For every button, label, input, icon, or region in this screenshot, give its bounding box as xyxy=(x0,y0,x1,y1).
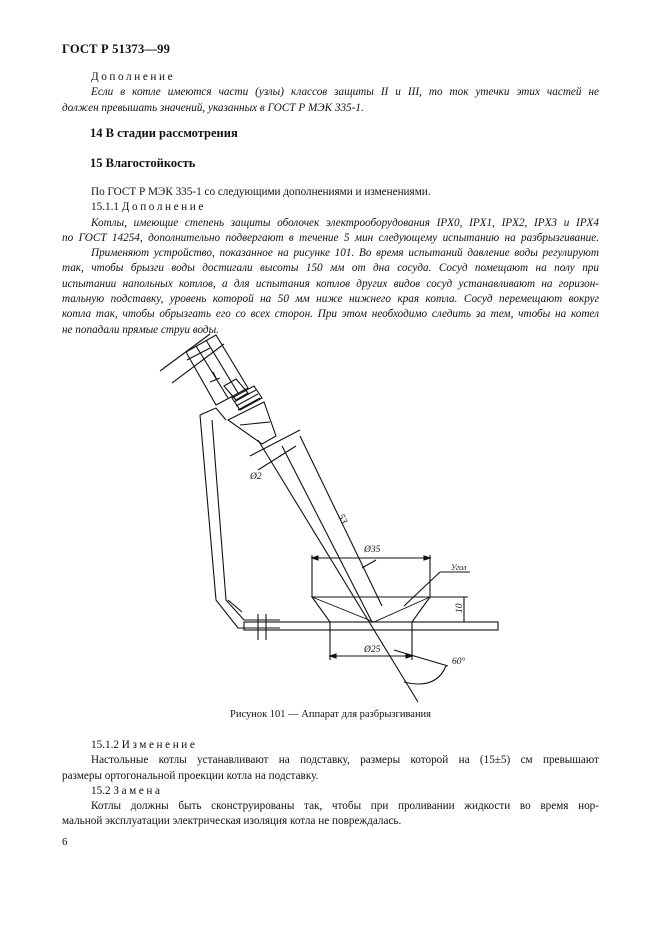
label-d2: Ø2 xyxy=(250,472,262,482)
label-h10: 10 xyxy=(455,603,465,613)
addition-label: Дополнение xyxy=(91,71,176,83)
addition-text-line2: должен превышать значений, указанных в ГОСТ Р МЭК 335-1. xyxy=(62,101,364,114)
body-line: Применяют устройство, показанное на рисунке 101. Во время испытаний давление воды регулируют xyxy=(91,247,599,260)
label-ugol: Угол xyxy=(451,563,467,572)
sub-152-line2: мальной эксплуатации электрическая изоляция котла не повреждалась. xyxy=(62,815,402,828)
body-line: Котлы, имеющие степень защиты оболочек электрооборудования IPX0, IPX1, IPX2, IPX3 и IPX4 xyxy=(91,216,599,229)
sub-1512-line2: размеры ортогональной проекции котла на подставку. xyxy=(62,769,319,782)
document-header: ГОСТ Р 51373—99 xyxy=(62,42,171,56)
section-14-heading: 14 В стадии рассмотрения xyxy=(90,126,238,140)
sub-152-number: 15.2 xyxy=(91,784,111,797)
label-angle: 60° xyxy=(452,657,466,667)
sub-152-label: Замена xyxy=(113,784,163,797)
label-53: 53 xyxy=(335,512,349,526)
sub-1511-label: Дополнение xyxy=(121,201,206,214)
sub-152-line1: Котлы должны быть сконструированы так, чтобы при проливании жидкости во время нор- xyxy=(91,800,599,813)
sub-1512-number: 15.1.2 xyxy=(91,739,119,751)
body-line: так, чтобы брызги воды достигали высоты 150 мм от дна сосуда. Сосуд помещают на полу при xyxy=(62,262,599,275)
page-number: 6 xyxy=(62,836,68,848)
body-line: котла так, чтобы обрызгать его со всех сторон. При этом необходимо следить за тем, чтобы на котел xyxy=(62,308,599,321)
section-15-intro: По ГОСТ Р МЭК 335-1 со следующими дополнениями и изменениями. xyxy=(91,186,431,198)
sub-1512-label: Изменение xyxy=(121,739,198,751)
label-d35: Ø35 xyxy=(364,545,381,555)
sub-152-heading xyxy=(62,784,599,799)
section-15-heading: 15 Влагостойкость xyxy=(90,156,196,170)
angle-arc xyxy=(404,666,446,684)
figure-caption: Рисунок 101 — Аппарат для разбрызгивания xyxy=(229,709,432,720)
addition-text-line1: Если в котле имеются части (узлы) классов защиты II и III, то ток утечки этих частей не xyxy=(91,86,599,99)
sub-1512-heading xyxy=(62,738,599,753)
body-line: тальную подставку, уровень которой на 50 мм ниже нижнего края котла. Сосуд перемещают вокруг xyxy=(62,293,599,306)
body-line: испытании напольных котлов, а для испытания котлов других видов сосуд устанавливают на горизон- xyxy=(62,277,599,290)
nozzle-cone xyxy=(228,402,276,444)
sub-1512-line1: Настольные котлы устанавливают на подставку, размеры которой на (15±5) см превышают xyxy=(91,754,599,767)
sub-1512-block xyxy=(62,738,599,830)
sub-1511-number: 15.1.1 xyxy=(91,201,119,214)
label-d25: Ø25 xyxy=(364,645,381,655)
vessel xyxy=(312,597,430,622)
body-line: не попадали прямые струи воды. xyxy=(62,323,219,336)
body-line: по ГОСТ 14254, дополнительно подвергают в течение 5 мин следующему испытанию на разбрызгивание. xyxy=(62,231,599,244)
spray-axis xyxy=(258,440,418,702)
